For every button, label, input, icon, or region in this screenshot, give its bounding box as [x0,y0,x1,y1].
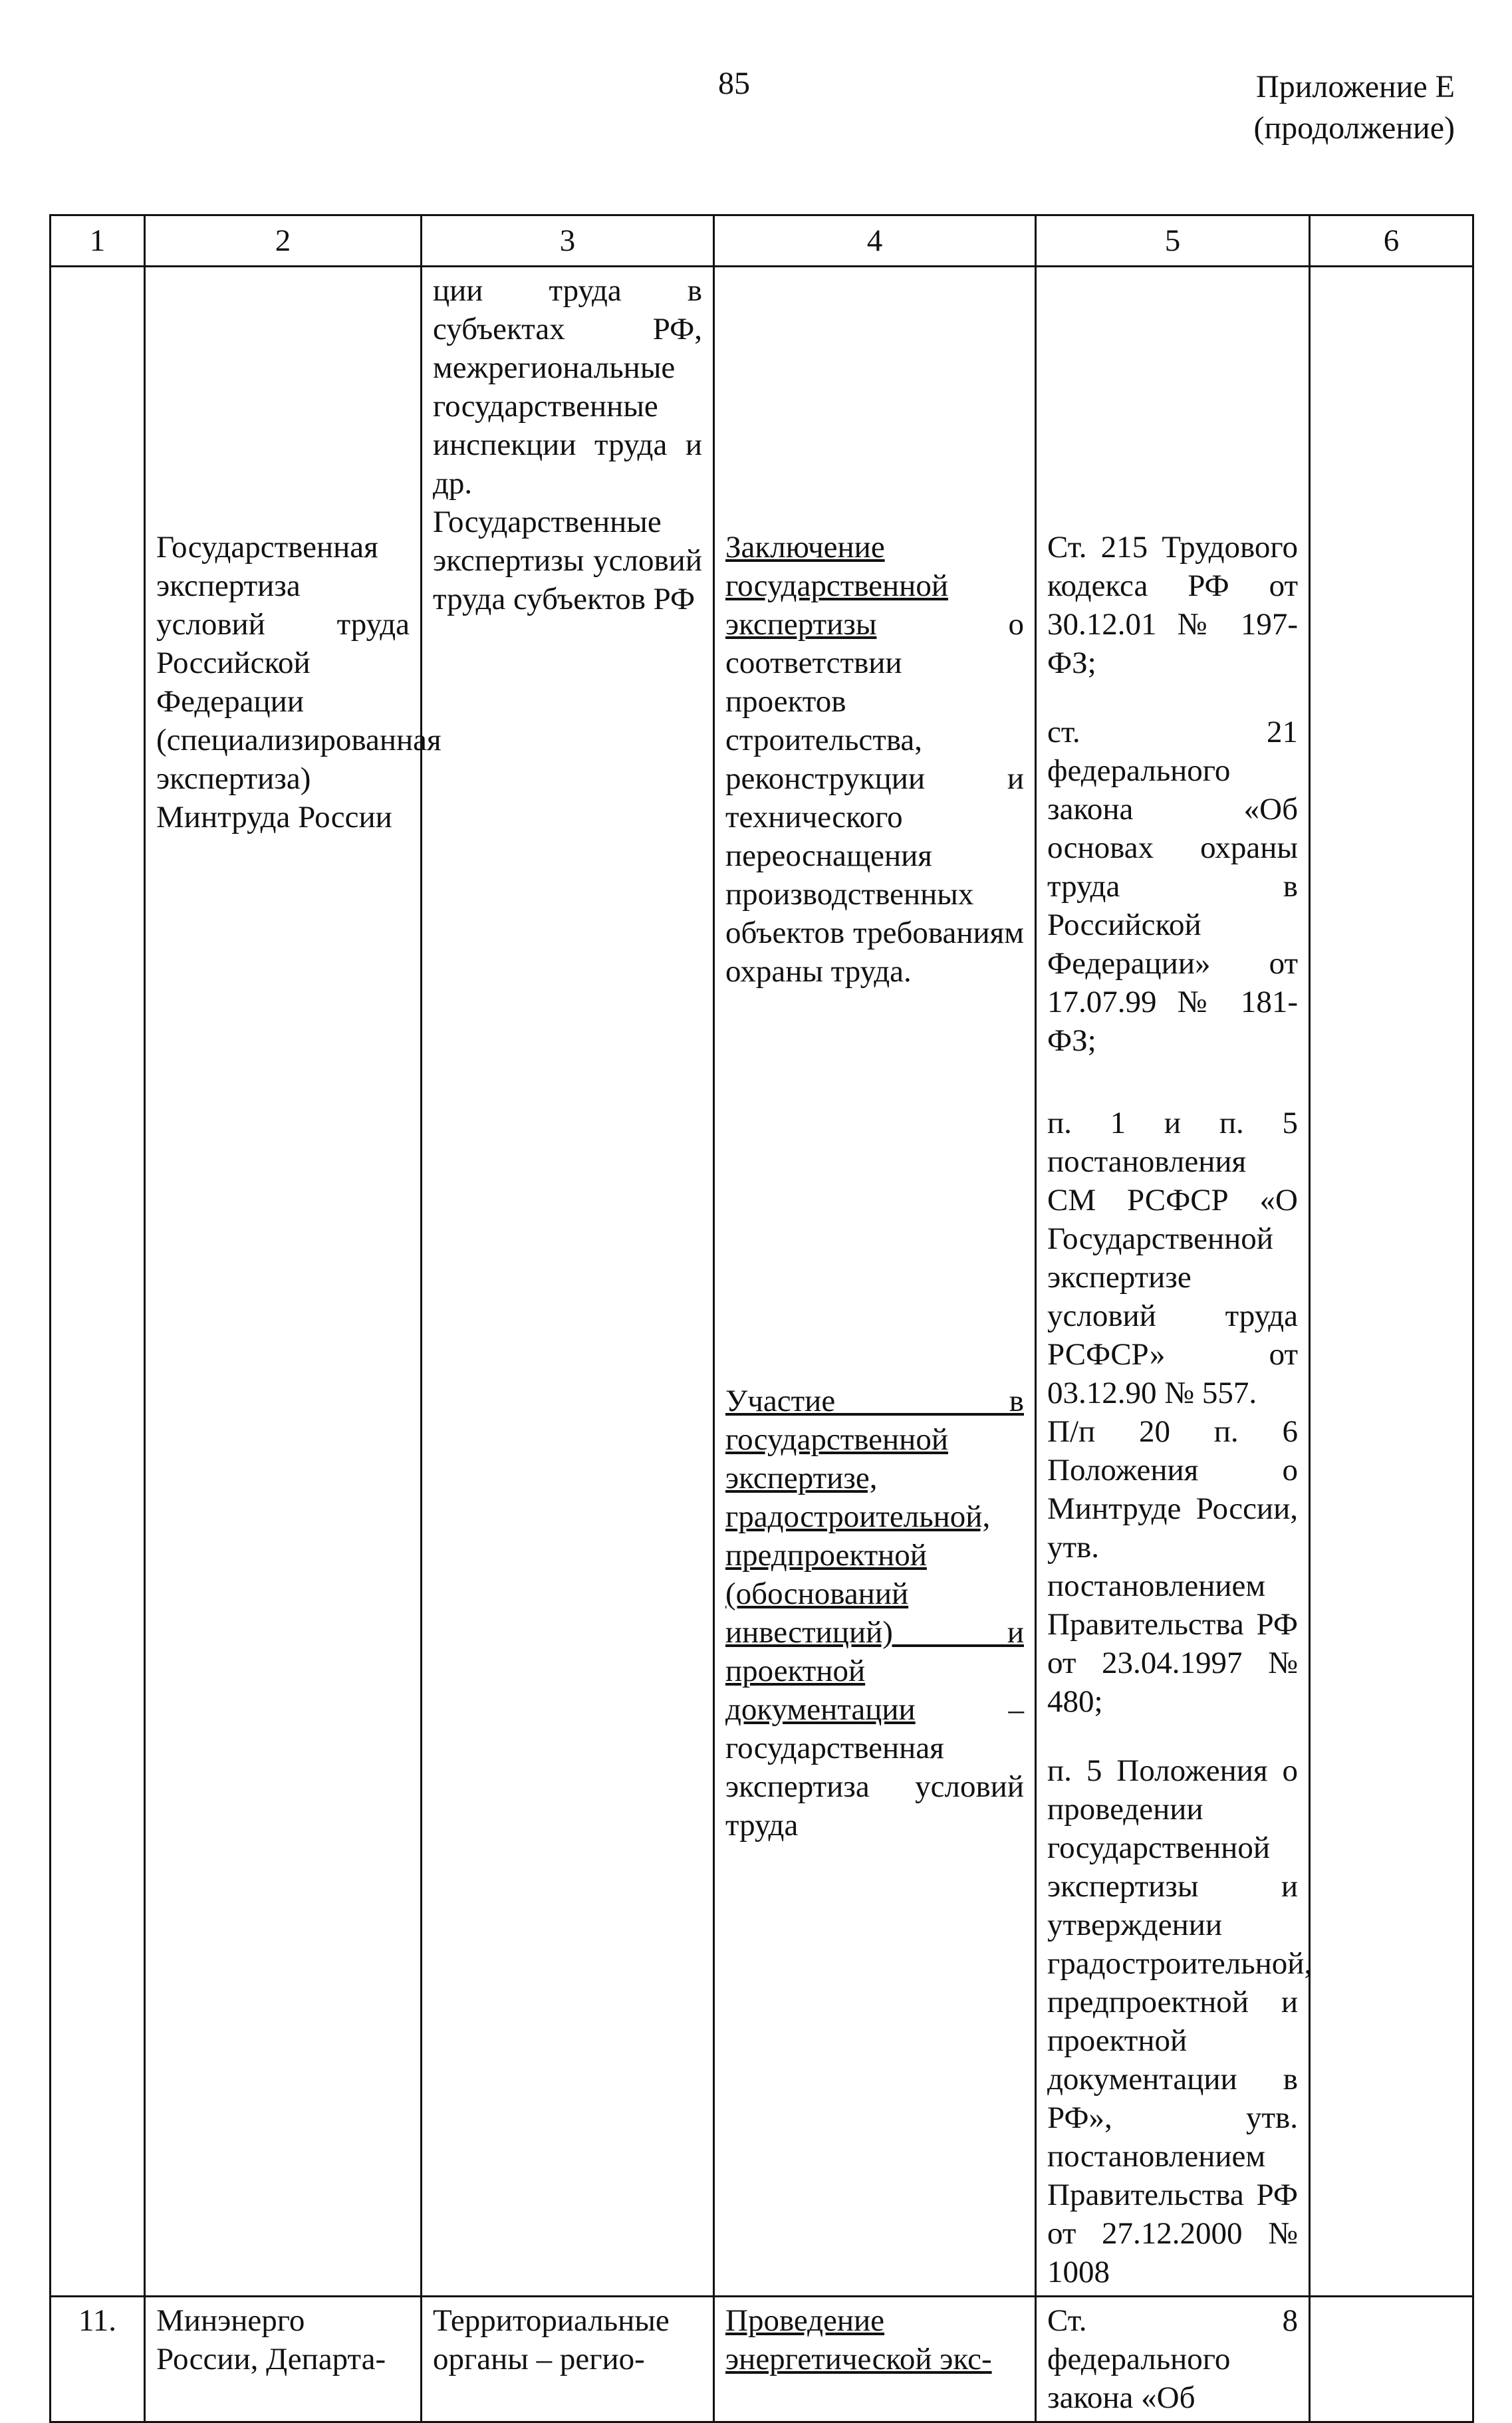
table-row [51,267,1473,2297]
notes-cell [1310,267,1473,2297]
legal-basis-item: п. 5 Положения о проведении государственной экспертизы и утверждении градостроительной, предпроектной и проектной документации в РФ», утв. постановлением Правительства РФ от 27.12.2000 № 1008 [1047,1753,1313,2289]
function-link[interactable]: Проведение энергетической экс- [725,2303,992,2376]
function-participation [725,1382,1024,1845]
function-conclusion-text: о соответствии проектов строительства, реконструкции и технического переоснащения производственных объектов требованиям охраны труда. [725,607,1024,989]
authority-cell [145,267,441,2297]
function-conclusion-link[interactable]: Заключение государственной экспертизы [725,530,948,642]
legal-basis-item: Ст. 215 Трудового кодекса РФ от 30.12.01 № 197-ФЗ; [1047,530,1298,680]
notes-cell [1310,2297,1473,2422]
territorial-cell: Территориальные органы – регио- [422,2297,714,2422]
function-cell [714,2297,1036,2422]
column-header: 4 [714,215,1036,267]
legal-basis-item: п. 1 и п. 5 постановления СМ РСФСР «О Государственной экспертизе условий труда РСФСР» от 03.12.90 № 557. [1047,1106,1298,1410]
column-header-row [51,215,1473,267]
territorial-cell [422,267,714,2297]
legal-basis-item: ст. 21 федерального закона «Об основах охраны труда в Российской Федерации» от 17.07.99 № 181-ФЗ; [1047,715,1298,1058]
appendix-title: Приложение Е [1256,69,1455,104]
legal-basis-cell: Ст. 8 федерального закона «Об [1036,2297,1310,2422]
territorial-continuation: ции труда в субъектах РФ, межрегиональные государственные инспекции труда и др. [433,273,702,501]
legal-basis-cell [1036,267,1313,2297]
appendix-heading [1189,66,1455,149]
table-row [51,2297,1473,2422]
column-header: 5 [1036,215,1310,267]
legal-basis-item: П/п 20 п. 6 Положения о Минтруде России, утв. постановлением Правительства РФ от 23.04.1997 № 480; [1047,1414,1298,1719]
authority-text: Государственная экспертиза условий труда Российской Федерации (специализированная экспертиза) Минтруда России [156,530,441,834]
function-participation-link[interactable]: Участие в государственной экспертизе, градостроительной, предпроектной (обоснований инвестиций) и проектной документации [725,1384,1024,1727]
column-header: 6 [1310,215,1473,267]
territorial-text: Государственные экспертизы условий труда субъектов РФ [433,505,702,616]
legal-table [49,214,1474,2423]
column-header: 2 [145,215,422,267]
function-participation-text: – государственная экспертиза условий труда [725,1692,1024,1843]
function-conclusion [725,528,1024,991]
function-cell [714,267,1036,2297]
page-number: 85 [718,66,750,101]
row-number-cell: 11. [51,2297,145,2422]
column-header: 1 [51,215,145,267]
authority-cell: Минэнерго России, Департа- [145,2297,422,2422]
column-header: 3 [422,215,714,267]
appendix-subtitle: (продолжение) [1253,110,1455,146]
row-number-cell [51,267,145,2297]
